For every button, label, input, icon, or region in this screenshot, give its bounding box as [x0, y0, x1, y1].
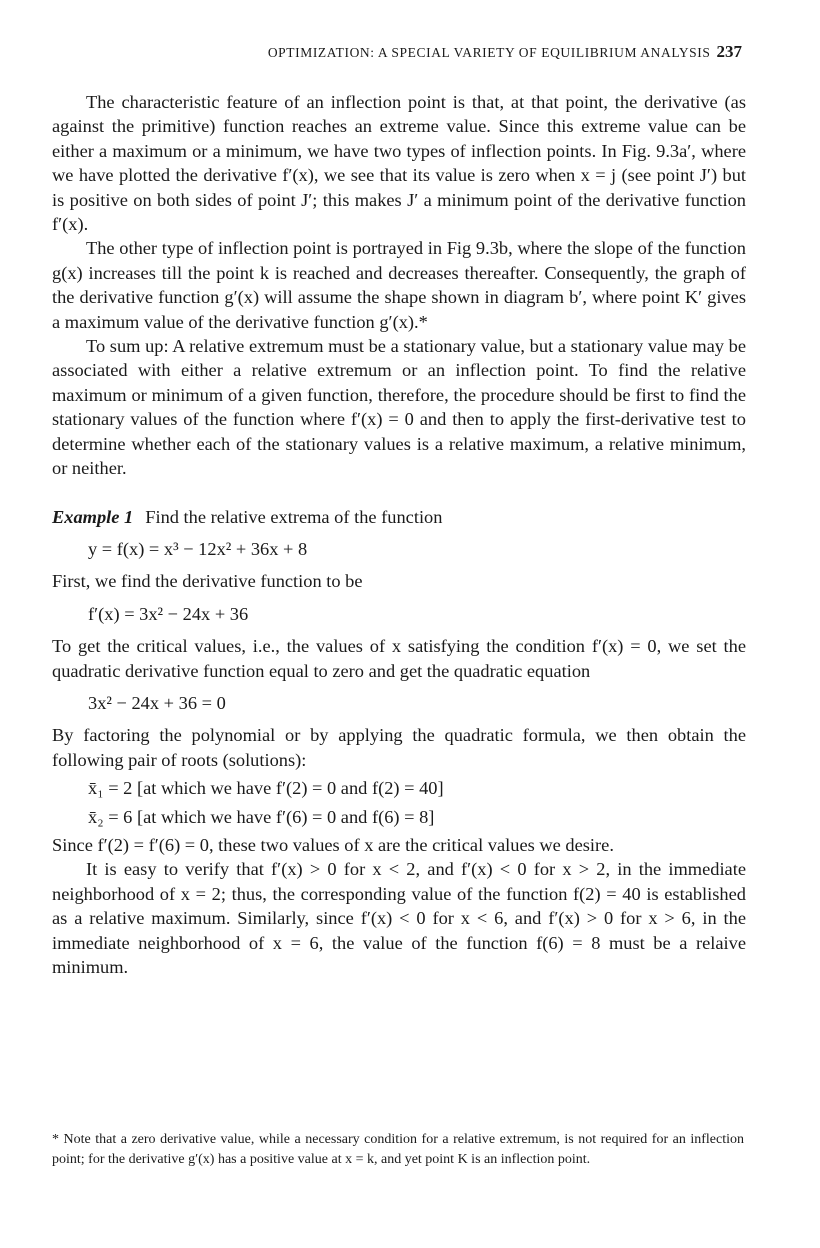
paragraph-verify: It is easy to verify that f′(x) > 0 for x < 2, and f′(x) < 0 for x > 2, in the immediate neighborhood of x = 2; thus, the corresponding value of the function f(2) = 40 is established as a relative maximum. Similarly, since f′(x) < 0 for x < 6, and f′(x) > 0 for x > 6, in the immediate neighborhood of x = 6, the value of the function f(6) = 8 must be a relaive minimum.: [52, 859, 746, 977]
footnote-text: * Note that a zero derivative value, while a necessary condition for a relative extremum, is not required for an inflection point; for the derivative g′(x) has a positive value at x = k, and yet point K is an inflection point.: [52, 1132, 744, 1167]
running-header: [0, 42, 742, 62]
equation-quadratic: 3x² − 24x + 36 = 0: [88, 692, 226, 713]
equation-function: y = f(x) = x³ − 12x² + 36x + 8: [88, 538, 308, 559]
page-number: 237: [716, 42, 742, 61]
paragraph-roots: By factoring the polynomial or by applying the quadratic formula, we then obtain the following pair of roots (solutions):: [52, 725, 746, 770]
paragraph-derivative-intro: First, we find the derivative function to be: [52, 571, 363, 592]
equation-root-1: x̄₁ = 2 [at which we have f′(2) = 0 and f(2) = 40]: [88, 778, 444, 799]
equation-derivative: f′(x) = 3x² − 24x + 36: [88, 603, 249, 624]
paragraph-critical-values: To get the critical values, i.e., the values of x satisfying the condition f′(x) = 0, we set the quadratic derivative function equal to zero and get the quadratic equation: [52, 636, 746, 681]
equation-root-2: x̄₂ = 6 [at which we have f′(6) = 0 and f(6) = 8]: [88, 806, 435, 827]
paragraph-inflection-points: The characteristic feature of an inflection point is that, at that point, the derivative (as against the primitive) function reaches an extreme value. Since this extreme value can be either a maximum or a minimum, we have two types of inflection points. In Fig. 9.3a′, where we have plotted the derivative f′(x), we see that its value is zero when x = j (see point J′) but is positive on both sides of point J′; this makes J′ a minimum point of the derivative function f′(x).: [52, 92, 746, 235]
running-title: OPTIMIZATION: A SPECIAL VARIETY OF EQUILIBRIUM ANALYSIS: [267, 45, 711, 60]
paragraph-sum-up: To sum up: A relative extremum must be a stationary value, but a stationary value may be associated with either a relative extremum or an inflection point. To find the relative maximum or minimum of a given function, therefore, the procedure should be first to find the stationary values of the function where f′(x) = 0 and then to apply the first-derivative test to determine whether each of the stationary values is a relative maximum, a relative minimum, or neither.: [52, 336, 746, 479]
example-heading: [52, 505, 746, 529]
footnote: [52, 1130, 744, 1170]
page-body: [52, 90, 746, 979]
example-label: Example 1: [52, 506, 134, 527]
paragraph-critical-confirm: Since f′(2) = f′(6) = 0, these two values of x are the critical values we desire.: [52, 834, 614, 855]
example-intro: Find the relative extrema of the function: [145, 506, 443, 527]
paragraph-second-type: The other type of inflection point is portrayed in Fig 9.3b, where the slope of the function g(x) increases till the point k is reached and decreases thereafter. Consequently, the graph of the derivative function g′(x) will assume the shape shown in diagram b′, where point K′ gives a maximum value of the derivative function g′(x).*: [52, 238, 746, 332]
